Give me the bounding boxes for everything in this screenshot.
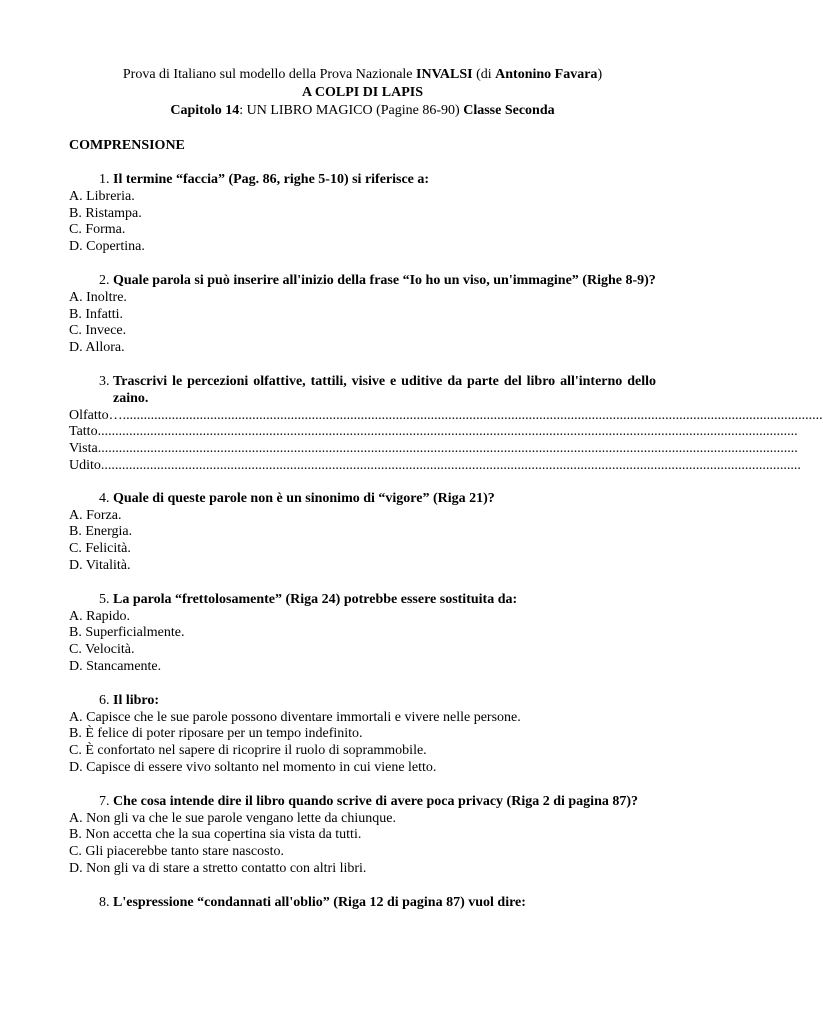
answer-option[interactable]: B. Superficialmente.	[69, 625, 185, 641]
question-6	[69, 693, 656, 777]
question-heading	[69, 592, 656, 609]
fill-line-dots: ........................................................................................................................................................................................................	[97, 424, 798, 440]
document-header	[69, 67, 656, 121]
question-5	[69, 592, 656, 676]
question-3	[69, 373, 823, 475]
question-number	[69, 693, 113, 710]
question-text: Quale parola si può inserire all'inizio della frase “Io ho un viso, un'immagine” (Righe 8-9)?	[113, 272, 656, 288]
answer-option[interactable]: C. Gli piacerebbe tanto stare nascosto.	[69, 844, 284, 860]
question-number-text: 6.	[99, 692, 110, 708]
answer-option[interactable]: B. Infatti.	[69, 306, 124, 322]
answer-option[interactable]: C. Felicità.	[69, 541, 131, 557]
question-list	[69, 172, 823, 911]
fill-line-label: Tatto	[69, 424, 98, 440]
question-number	[69, 895, 113, 912]
question-heading	[69, 693, 656, 710]
question-heading	[69, 794, 656, 811]
question-number-text: 8.	[99, 894, 110, 910]
answer-option[interactable]: D. Vitalità.	[69, 557, 131, 573]
question-number	[69, 592, 113, 609]
question-text: Che cosa intende dire il libro quando scrive di avere poca privacy (Riga 2 di pagina 87)?	[113, 793, 639, 809]
question-text: Quale di queste parole non è un sinonimo di “vigore” (Riga 21)?	[113, 490, 495, 506]
question-heading	[69, 895, 656, 912]
answer-option[interactable]: C. Forma.	[69, 222, 126, 238]
fill-line-dots: ........................................................................................................................................................................................................	[100, 457, 801, 473]
section-title: COMPRENSIONE	[69, 138, 185, 153]
question-heading	[69, 172, 656, 189]
fill-line-dots: ........................................................................................................................................................................................................	[97, 441, 798, 457]
answer-option[interactable]: D. Allora.	[69, 340, 125, 356]
question-number	[69, 491, 113, 508]
fill-line-label: Udito	[69, 457, 101, 473]
answer-option[interactable]: A. Forza.	[69, 507, 122, 523]
answer-option[interactable]: B. Non accetta che la sua copertina sia vista da tutti.	[69, 827, 362, 843]
question-heading	[69, 273, 656, 290]
fill-line-dots: ........................................................................................................................................................................................................	[122, 407, 823, 423]
answer-option[interactable]: A. Non gli va che le sue parole vengano lette da chiunque.	[69, 810, 396, 826]
answer-option[interactable]: D. Stancamente.	[69, 658, 162, 674]
question-8	[69, 895, 656, 912]
answer-option[interactable]: A. Inoltre.	[69, 289, 127, 305]
question-text: Il termine “faccia” (Pag. 86, righe 5-10) si riferisce a:	[113, 172, 430, 187]
answer-option[interactable]: B. Ristampa.	[69, 205, 142, 221]
question-number-text: 1.	[99, 172, 110, 187]
answer-option[interactable]: C. È confortato nel sapere di ricoprire il ruolo di soprammobile.	[69, 743, 427, 759]
answer-fill-line[interactable]	[69, 457, 801, 475]
question-number-text: 3.	[99, 373, 110, 389]
question-heading	[69, 491, 656, 508]
question-text: L'espressione “condannati all'oblio” (Riga 12 di pagina 87) vuol dire:	[113, 894, 526, 910]
question-4	[69, 491, 656, 575]
answer-fill-line[interactable]	[69, 441, 798, 458]
fill-line-label: Olfatto…	[69, 407, 123, 423]
question-number-text: 2.	[99, 272, 110, 288]
answer-option[interactable]: D. Capisce di essere vivo soltanto nel momento in cui viene letto.	[69, 759, 437, 775]
answer-option[interactable]: A. Rapido.	[69, 608, 131, 624]
question-number-text: 5.	[99, 591, 110, 607]
question-number	[69, 172, 113, 189]
header-line-2: A COLPI DI LAPIS	[302, 85, 423, 100]
document-page	[69, 67, 823, 911]
question-heading	[69, 374, 656, 408]
question-number-text: 4.	[99, 490, 110, 506]
question-number	[69, 374, 113, 408]
header-line-3: Capitolo 14: UN LIBRO MAGICO (Pagine 86-90) Classe Seconda	[170, 103, 555, 118]
answer-option[interactable]: D. Non gli va di stare a stretto contatto con altri libri.	[69, 860, 367, 876]
answer-option[interactable]: C. Velocità.	[69, 642, 135, 658]
question-number	[69, 794, 113, 811]
answer-option[interactable]: A. Capisce che le sue parole possono diventare immortali e vivere nelle persone.	[69, 709, 521, 725]
question-text: La parola “frettolosamente” (Riga 24) potrebbe essere sostituita da:	[113, 591, 518, 607]
answer-fill-line[interactable]	[69, 424, 798, 441]
question-2	[69, 273, 656, 357]
answer-option[interactable]: D. Copertina.	[69, 239, 145, 255]
answer-option[interactable]: A. Libreria.	[69, 188, 135, 204]
question-number	[69, 273, 113, 290]
answer-option[interactable]: B. Energia.	[69, 524, 133, 540]
answer-option[interactable]: B. È felice di poter riposare per un tempo indefinito.	[69, 726, 363, 742]
answer-fill-line[interactable]	[69, 407, 823, 425]
question-7	[69, 794, 656, 878]
header-line-1: Prova di Italiano sul modello della Prova Nazionale INVALSI (di Antonino Favara)	[122, 67, 603, 82]
question-text: Trascrivi le percezioni olfattive, tattili, visive e uditive da parte del libro all'interno dello zaino.	[113, 373, 656, 406]
question-1	[69, 172, 656, 256]
answer-option[interactable]: C. Invece.	[69, 323, 127, 339]
fill-line-label: Vista	[69, 441, 98, 457]
question-text: Il libro:	[113, 692, 160, 708]
question-number-text: 7.	[99, 793, 110, 809]
